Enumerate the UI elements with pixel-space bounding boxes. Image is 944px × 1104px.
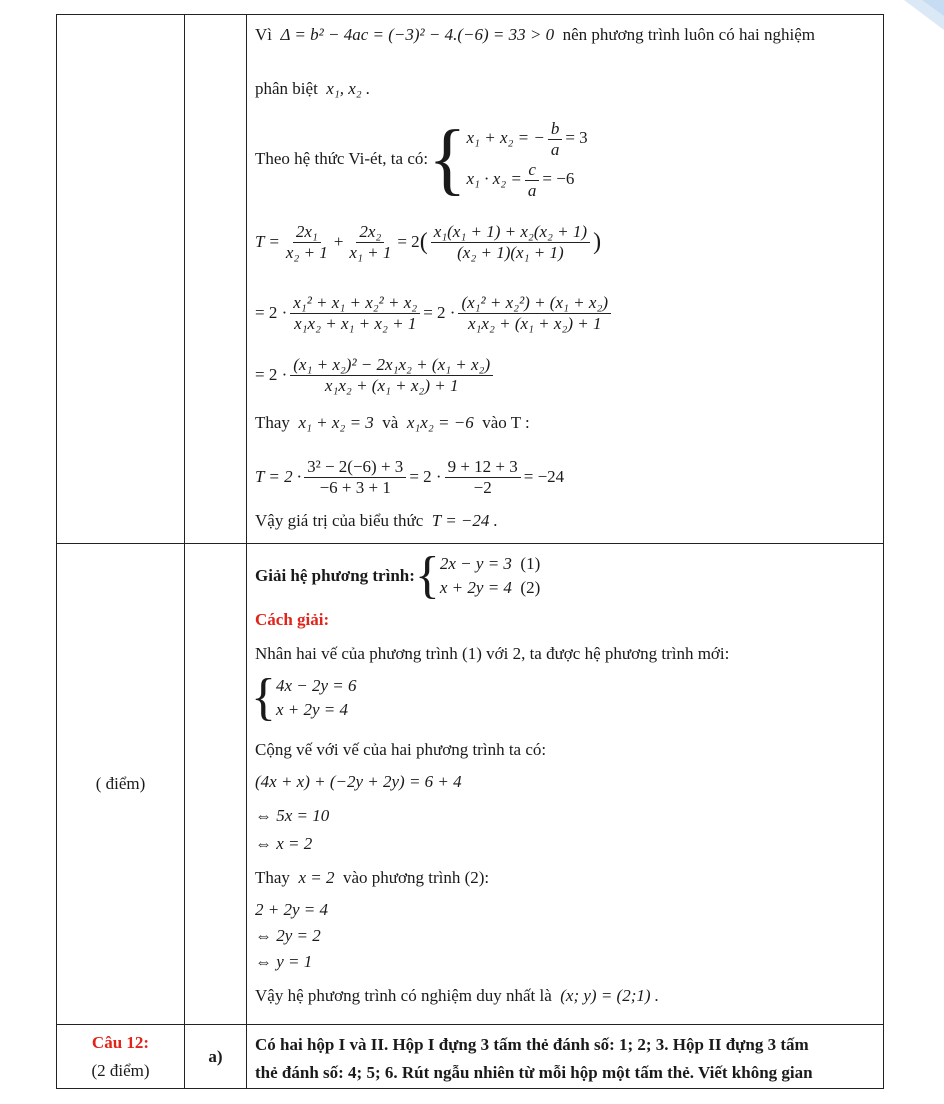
question-text-line-2: thẻ đánh số: 4; 5; 6. Rút ngẫu nhiên từ mỗi hộp một tấm thẻ. Viết không gian <box>255 1063 813 1082</box>
solution-table <box>56 14 884 1089</box>
question-text-line-1: Có hai hộp I và II. Hộp I đựng 3 tấm thẻ đánh số: 1; 2; 3. Hộp II đựng 3 tấm <box>255 1035 809 1054</box>
equiv-line-3: 2 + 2y = 4 <box>255 900 328 919</box>
step-add: Cộng vế với vế của hai phương trình ta có: <box>255 740 547 759</box>
equiv-line-5: ⇔ y = 1 <box>255 952 313 971</box>
final-line: Vậy hệ phương trình có nghiệm duy nhất là (x; y) = (2;1) . <box>255 986 660 1005</box>
t-step-3: = 2 · $\frac{\text{(x₁ + x₂)² − 2x₁x₂ + (x₁ + x₂)}}{\text{x₁x₂ + (x₁ + x₂) + 1}}$ <box>255 351 496 399</box>
step-multiply: Nhân hai vế của phương trình (1) với 2, ta được hệ phương trình mới: <box>255 644 730 663</box>
method-title: Cách giải: <box>255 610 330 629</box>
t-definition: T = $\frac{\text{2x₁}}{\text{x₂ + 1}}$ + $\frac{\text{2x₂}}{\text{x₁ + 1}}$ = 2 ( $\frac{\text{x₁(x₁ + 1) + x₂(x₂ + 1)}}{\text{(x₂ + 1)(x₁ + 1)}}$ ) <box>255 221 602 262</box>
substitute-line: Thay x₁ + x₂ = 3 và x₁x₂ = −6 vào T : <box>255 413 530 432</box>
equiv-line-2: ⇔ x = 2 <box>255 834 313 853</box>
vieta-system: Theo hệ thức Vi-ét, ta có: { x₁ + x₂ = − $\frac{b}{a}$ = 3 x₁ · x₂ = $\frac{c}{a}$ = −6 <box>255 115 588 203</box>
t-step-2: = 2 · $\frac{\text{x₁² + x₁ + x₂² + x₂}}{\text{x₁x₂ + x₁ + x₂ + 1}}$ = 2 · $\frac{\text{(x₁² + x₂²) + (x₁ + x₂)}}{\text{x₁x₂ + (x₁ + x₂) + 1}}$ <box>255 289 614 337</box>
system-heading: Giải hệ phương trình: { 2x − y = 3 (1) x + 2y = 4 (2) <box>255 547 541 604</box>
conclusion-line: Vậy giá trị của biểu thức T = −24 . <box>255 511 498 530</box>
solution-cell-1 <box>247 15 884 544</box>
new-system: { 4x − 2y = 6 x + 2y = 4 <box>251 669 357 726</box>
question-text-cell <box>247 1025 884 1089</box>
part-cell-2 <box>185 544 247 1025</box>
distinct-roots-line: phân biệt x₁, x₂ . <box>255 79 371 98</box>
equiv-line-4: ⇔ 2y = 2 <box>255 926 321 945</box>
score-cell-1 <box>57 15 185 544</box>
substitute-x-line: Thay x = 2 vào phương trình (2): <box>255 868 490 887</box>
discriminant-line: Vì Δ = b² − 4ac = (−3)² − 4.(−6) = 33 > 0 nên phương trình luôn có hai nghiệm <box>255 25 815 44</box>
corner-decoration <box>884 0 944 40</box>
part-cell-3 <box>185 1025 247 1089</box>
question-label-cell <box>57 1025 185 1089</box>
question-number: Câu 12: <box>91 1032 150 1052</box>
solution-cell-2 <box>247 544 884 1025</box>
question-points: (2 điểm) <box>91 1060 150 1080</box>
add-line: (4x + x) + (−2y + 2y) = 6 + 4 <box>255 772 462 791</box>
part-cell-1 <box>185 15 247 544</box>
equiv-line-1: ⇔ 5x = 10 <box>255 806 330 825</box>
part-label: a) <box>208 1046 223 1066</box>
t-calculation: T = 2 · $\frac{\text{3² − 2(−6) + 3}}{-6 + 3 + 1}$ = 2 · $\frac{9 + 12 + 3}{-2}$ = −24 <box>255 456 565 497</box>
score-cell-2: ( điểm) <box>57 544 185 1025</box>
